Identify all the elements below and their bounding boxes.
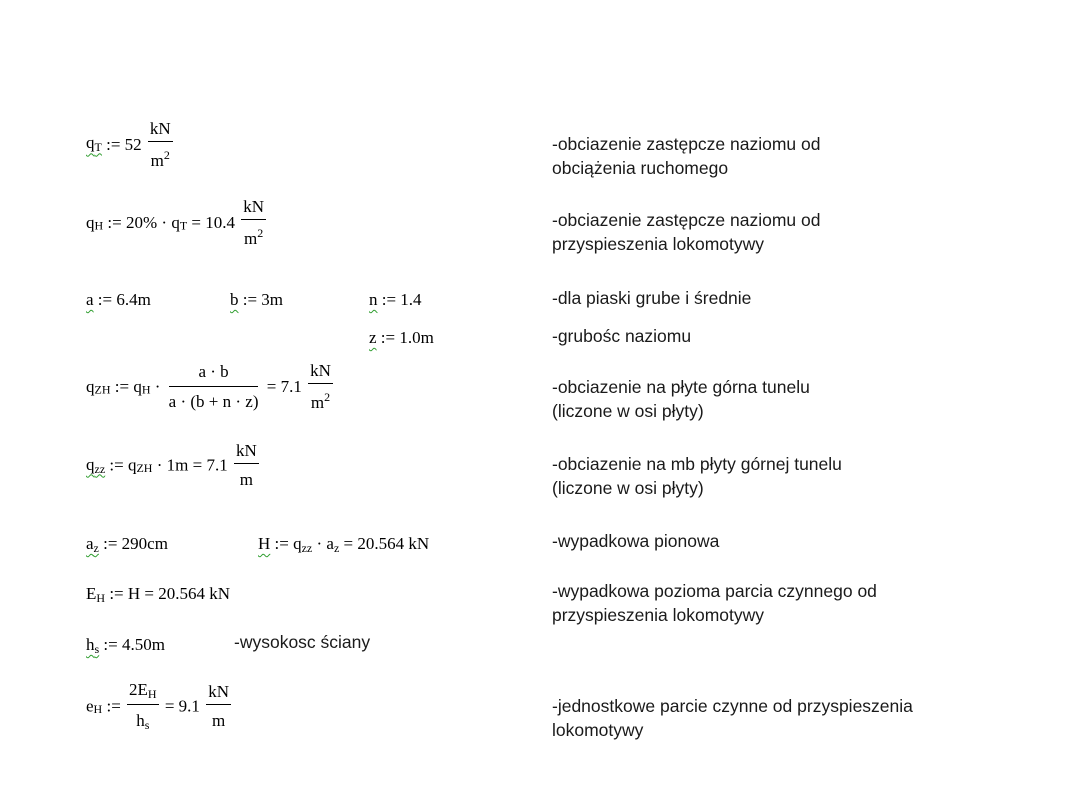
desc-H: -wypadkowa pionowa (552, 531, 720, 551)
formula-a: a := 6.4m (86, 290, 151, 309)
unit-fraction: $\frac{kN}{m}$ (208, 682, 229, 730)
desc-soil: -dla piaski grube i średnie (552, 288, 752, 308)
desc-qH: -obciazenie zastępcze naziomu od przyspieszenia lokomotywy (552, 210, 821, 254)
formula-qT: $q_T$ := 52 $\frac{kN}{m^2}$ (86, 119, 171, 170)
formula-hs: $h_s$ := 4.50m (86, 635, 165, 656)
formula-eH: $e_H$ := $\frac{2E_H}{h_s}$ = 9.1 $\frac{kN}{m}$ (86, 680, 229, 732)
formula-qH: $q_H$ := $20\% \cdot q_T = 10.4$ $\frac{kN}{m^2}$ (86, 197, 265, 248)
formula-b: b := 3m (230, 290, 284, 309)
unit-fraction: $\frac{kN}{m}$ (235, 441, 257, 489)
desc-qZH: -obciazenie na płyte górna tunelu (liczone w osi płyty) (552, 377, 810, 421)
formula-qZH: $q_{ZH}$ := $q_H$ · $\frac{a \cdot b}{a \cdot (b + n \cdot z)}$ = 7.1 $\frac{kN}{m^2}$ (86, 361, 331, 412)
formula-n: n := 1.4 (369, 290, 422, 309)
unit-fraction: $\frac{kN}{m^2}$ (243, 197, 265, 248)
unit-fraction: $\frac{kN}{m^2}$ (310, 361, 331, 412)
formula-EH: $E_H$ := H = 20.564 kN (86, 584, 231, 605)
unit-fraction: $\frac{kN}{m^2}$ (149, 119, 171, 170)
ratio-fraction: $\frac{a \cdot b}{a \cdot (b + n \cdot z)}$ (168, 362, 259, 411)
desc-hs: -wysokosc ściany (234, 632, 371, 652)
formula-qzz: $q_{zz}$ := $q_{ZH} \cdot 1m = 7.1$ $\frac{kN}{m}$ (86, 441, 257, 489)
desc-eH: -jednostkowe parcie czynne od przyspieszenia lokomotywy (552, 696, 913, 740)
formula-H: H := $q_{zz} \cdot a_z = 20.564$ kN (258, 534, 430, 555)
desc-z: -grubośc naziomu (552, 326, 692, 346)
formula-az: $a_z$ := 290cm (86, 534, 168, 555)
desc-qT: -obciazenie zastępcze naziomu od obciążenia ruchomego (552, 134, 821, 178)
desc-EH: -wypadkowa pozioma parcia czynnego od przyspieszenia lokomotywy (552, 581, 877, 625)
formula-z: z := 1.0m (369, 328, 434, 347)
ratio-fraction: $\frac{2E_H}{h_s}$ (129, 680, 157, 732)
desc-qzz: -obciazenie na mb płyty górnej tunelu (liczone w osi płyty) (552, 454, 842, 498)
